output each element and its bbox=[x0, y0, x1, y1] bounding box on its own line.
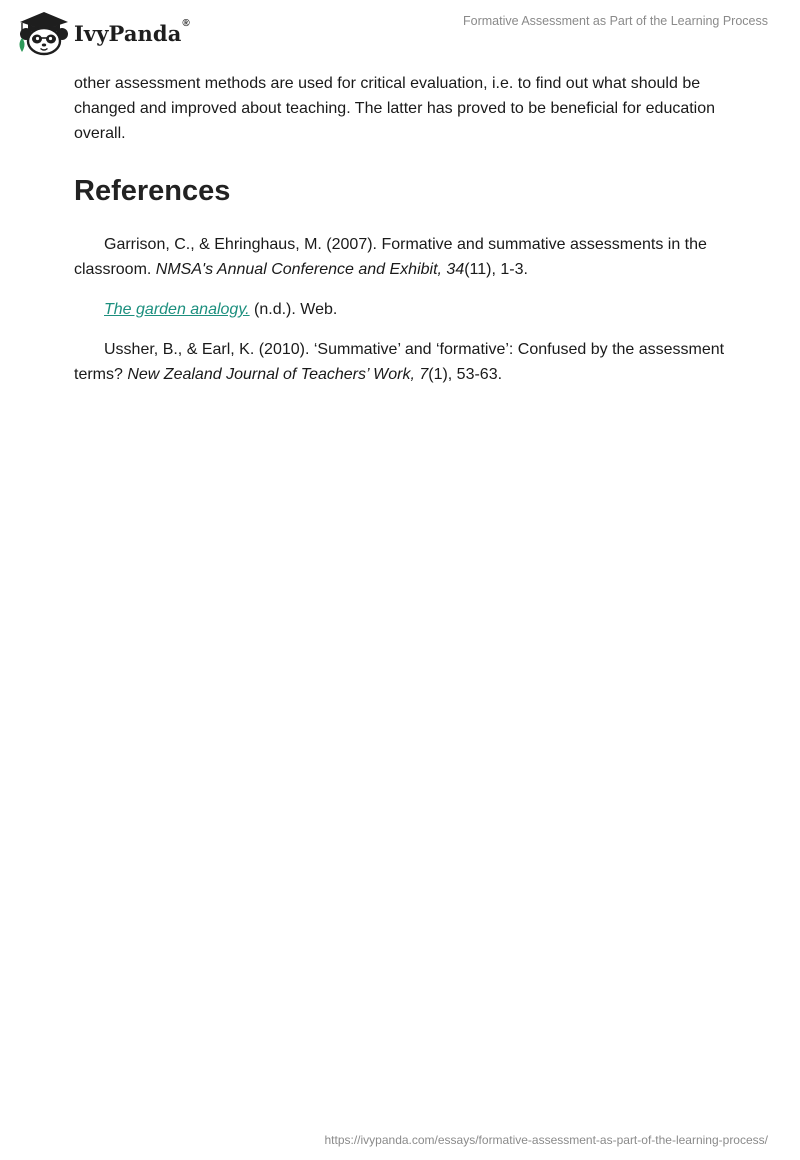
registered-mark: ® bbox=[182, 17, 190, 29]
panda-graduation-cap-icon bbox=[14, 8, 76, 56]
document-title: Formative Assessment as Part of the Learning Process bbox=[463, 14, 768, 28]
reference-item: The garden analogy. (n.d.). Web. bbox=[104, 301, 338, 318]
body-paragraph: other assessment methods are used for critical evaluation, i.e. to find out what should be changed and improved about teaching. The latter has proved to be beneficial for education overall. bbox=[74, 75, 716, 142]
footer-source-url[interactable]: https://ivypanda.com/essays/formative-assessment-as-part-of-the-learning-process/ bbox=[324, 1133, 768, 1147]
page-header bbox=[0, 0, 800, 60]
reference-source-title: NMSA's Annual Conference and Exhibit, 34 bbox=[155, 261, 465, 278]
reference-item: Ussher, B., & Earl, K. (2010). ‘Summative’ and ‘formative’: Confused by the assessment terms? New Zealand Journal of Teachers’ Work, 7(1), 53-63. bbox=[74, 341, 725, 383]
page-content bbox=[74, 71, 726, 387]
logo-wordmark: IvyPanda® bbox=[74, 17, 190, 46]
reference-link-garden-analogy[interactable]: The garden analogy. bbox=[104, 301, 250, 318]
reference-source-title: New Zealand Journal of Teachers’ Work, 7 bbox=[127, 366, 429, 383]
reference-item: Garrison, C., & Ehringhaus, M. (2007). Formative and summative assessments in the classroom. NMSA's Annual Conference and Exhibit, 34(11), 1-3. bbox=[74, 236, 707, 278]
ivypanda-logo[interactable] bbox=[14, 8, 190, 56]
references-heading: References bbox=[74, 175, 231, 207]
